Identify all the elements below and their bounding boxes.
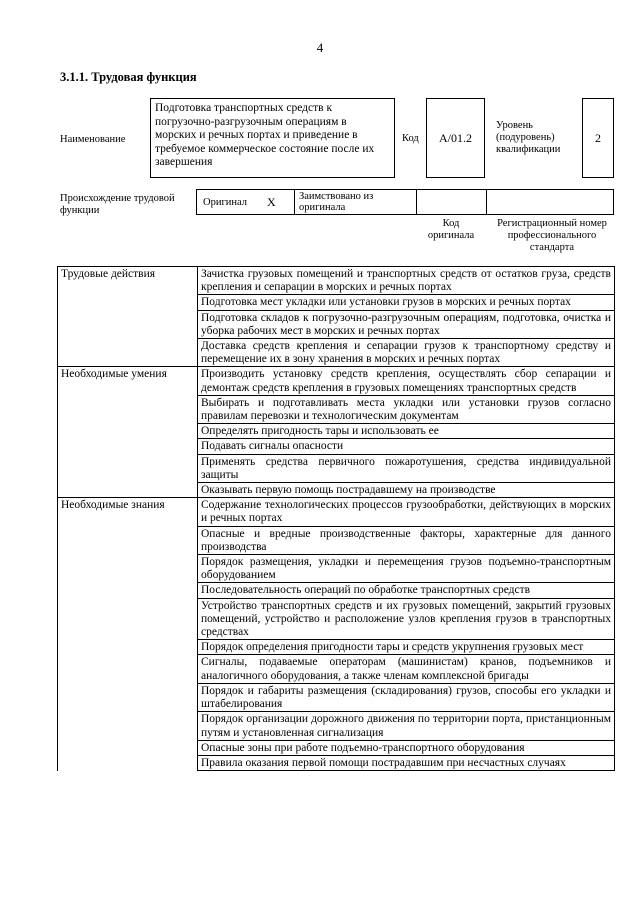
table-cell: Подготовка складов к погрузочно-разгрузочным операциям, подготовка, очистка и уборка рабочих мест в морских и речных портах xyxy=(198,310,615,338)
origin-row xyxy=(196,189,614,215)
table-row xyxy=(58,598,615,640)
borrowed-cell: Заимствовано из оригинала xyxy=(294,189,416,215)
table-cell: Производить установку средств крепления, осуществлять сбор сепарации и демонтаж средств крепления в грузовых помещениях транспортных средств xyxy=(198,367,615,395)
origin-code-cell xyxy=(416,189,486,215)
original-mark: X xyxy=(267,195,276,209)
table-row xyxy=(58,439,615,454)
table-cell: Доставка средств крепления и сепарации грузов к транспортному средству и перемещение их в зону хранения в морских и речных портах xyxy=(198,339,615,367)
table-cell: Содержание технологических процессов грузообработки, действующих в морских и речных портах xyxy=(198,498,615,526)
table-row xyxy=(58,310,615,338)
function-details-table xyxy=(57,266,615,771)
function-code-box: А/01.2 xyxy=(426,98,485,178)
table-cell: Порядок определения пригодности тары и средств укрупнения грузовых мест xyxy=(198,640,615,655)
table-row xyxy=(58,367,615,395)
table-row xyxy=(58,655,615,683)
table-cell: Оказывать первую помощь пострадавшему на производстве xyxy=(198,483,615,498)
table-row xyxy=(58,395,615,423)
qualification-level-box: 2 xyxy=(582,98,614,178)
table-cell: Порядок организации дорожного движения по территории порта, пристанционным путям и установленная сигнализация xyxy=(198,712,615,740)
table-row xyxy=(58,712,615,740)
table-row xyxy=(58,683,615,711)
code-caption: Код оригинала xyxy=(427,218,475,241)
table-cell: Опасные зоны при работе подъемно-транспортного оборудования xyxy=(198,740,615,755)
code-label: Код xyxy=(402,133,419,144)
table-cell: Опасные и вредные производственные факторы, характерные для данного производства xyxy=(198,526,615,554)
name-label: Наименование xyxy=(60,134,126,145)
table-cell: Правила оказания первой помощи пострадавшим при несчастных случаях xyxy=(198,755,615,770)
registration-number-cell xyxy=(486,189,614,215)
table-row xyxy=(58,498,615,526)
table-cell: Устройство транспортных средств и их грузовых помещений, закрытий грузовых помещений, устройство и расположение узлов крепления грузов в транспортных средствах xyxy=(198,598,615,640)
category-required-knowledge: Необходимые знания xyxy=(58,498,198,526)
origin-label: Происхождение трудовой функции xyxy=(60,193,175,216)
table-row xyxy=(58,424,615,439)
table-cell: Порядок размещения, укладки и перемещения грузов подъемно-транспортным оборудованием xyxy=(198,555,615,583)
table-row xyxy=(58,483,615,498)
table-cell: Подавать сигналы опасности xyxy=(198,439,615,454)
table-cell: Зачистка грузовых помещений и транспортных средств от остатков груза, средств крепления и сепарации в морских и речных портах xyxy=(198,267,615,295)
function-name-box: Подготовка транспортных средств к погрузочно-разгрузочным операциям в морских и речных портах и приведение в требуемое коммерческое состояние после их завершения xyxy=(150,98,395,178)
original-cell xyxy=(196,189,294,215)
table-row xyxy=(58,295,615,310)
table-row xyxy=(58,755,615,770)
registration-caption: Регистрационный номер профессионального стандарта xyxy=(497,218,607,253)
table-cell: Подготовка мест укладки или установки грузов в морских и речных портах xyxy=(198,295,615,310)
table-cell: Последовательность операций по обработке транспортных средств xyxy=(198,583,615,598)
table-cell: Применять средства первичного пожаротушения, средства индивидуальной защиты xyxy=(198,454,615,482)
original-label: Оригинал xyxy=(203,197,247,208)
level-label: Уровень (подуровень) квалификации xyxy=(496,120,561,155)
table-row xyxy=(58,640,615,655)
page-number: 4 xyxy=(316,40,324,55)
table-cell: Выбирать и подготавливать места укладки или установки грузов согласно правилам перевозки и технологическим документам xyxy=(198,395,615,423)
table-row xyxy=(58,740,615,755)
table-row xyxy=(58,526,615,554)
table-row xyxy=(58,267,615,295)
table-row xyxy=(58,339,615,367)
section-title: 3.1.1. Трудовая функция xyxy=(60,70,197,84)
category-labor-actions: Трудовые действия xyxy=(58,267,198,295)
table-row xyxy=(58,583,615,598)
category-required-skills: Необходимые умения xyxy=(58,367,198,395)
table-cell: Определять пригодность тары и использовать ее xyxy=(198,424,615,439)
table-cell: Порядок и габариты размещения (складирования) грузов, способы его укладки и штабелирования xyxy=(198,683,615,711)
table-cell: Сигналы, подаваемые операторам (машинистам) кранов, подъемников и аналогичного оборудования, а также членам комплексной бригады xyxy=(198,655,615,683)
table-row xyxy=(58,555,615,583)
table-row xyxy=(58,454,615,482)
